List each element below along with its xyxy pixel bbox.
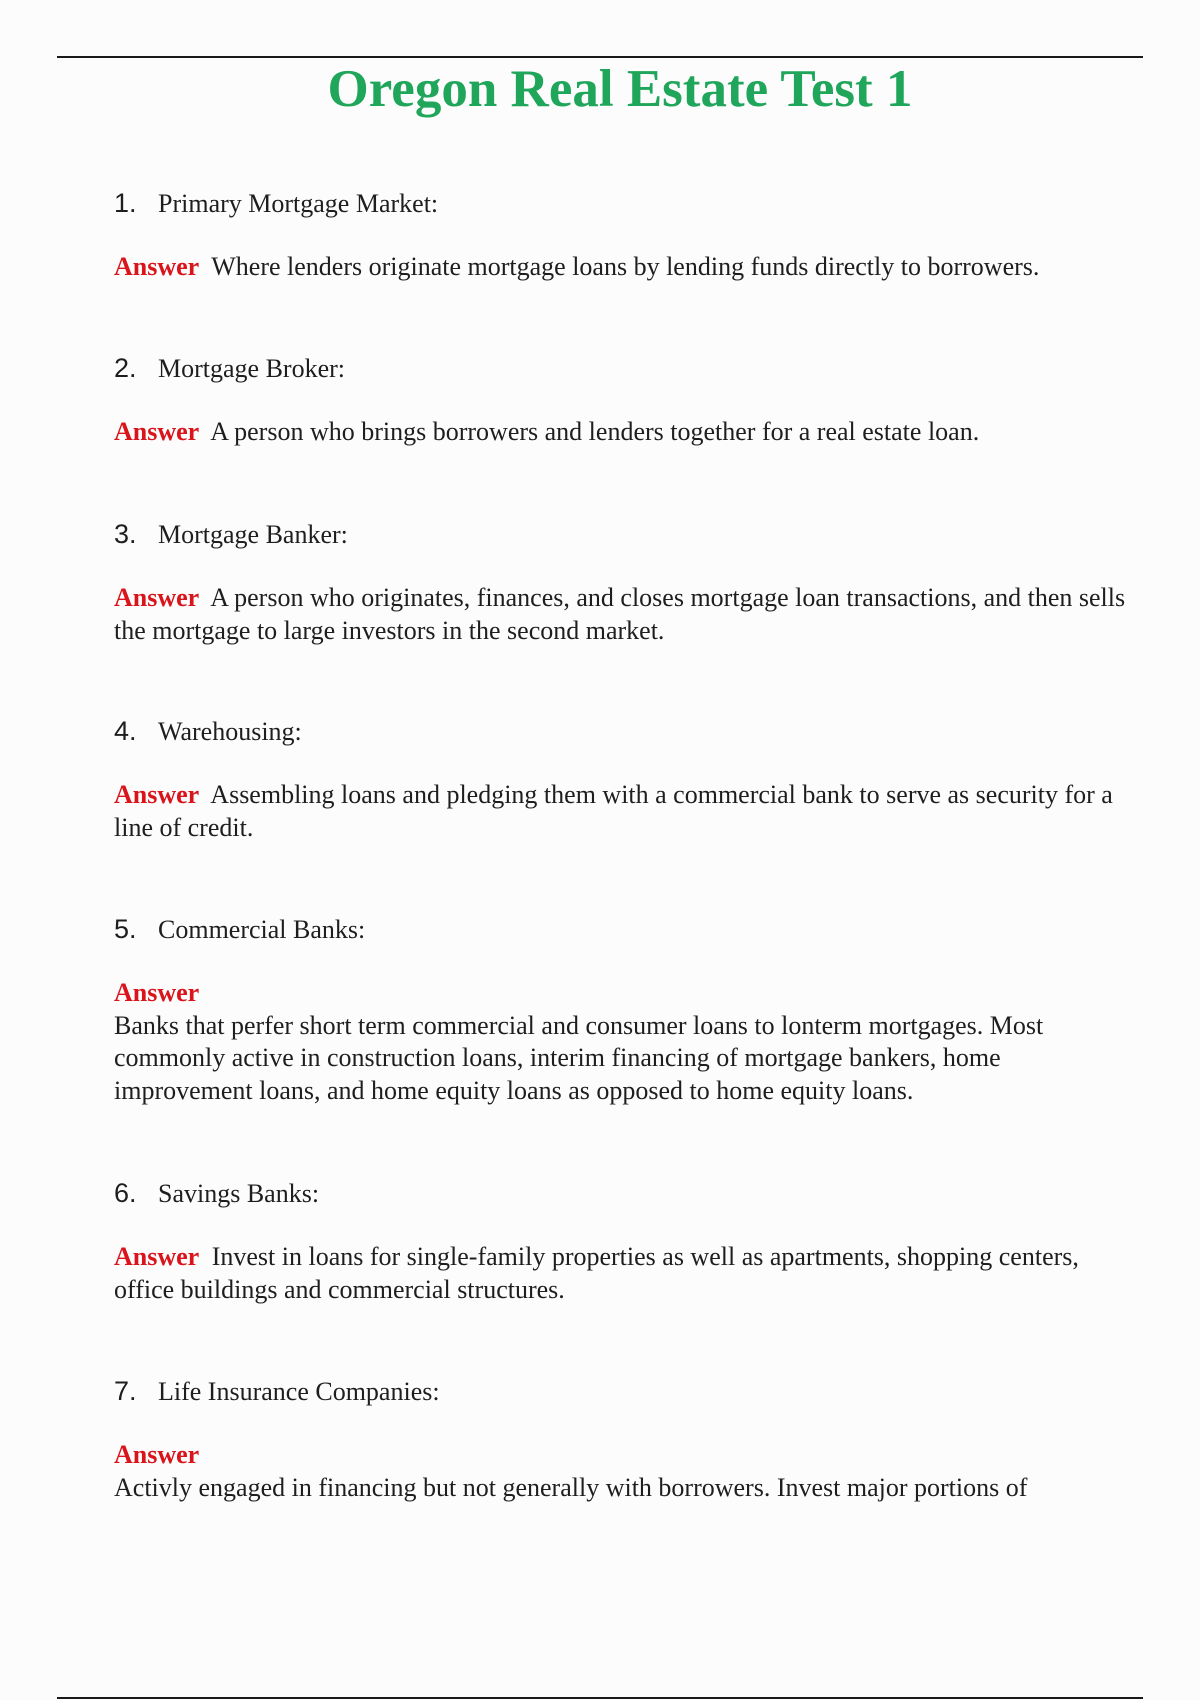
answer-label: Answer	[114, 417, 200, 446]
question-text: Savings Banks:	[158, 1179, 320, 1208]
question	[114, 517, 1134, 551]
question-item-6	[114, 1176, 1134, 1306]
answer	[114, 251, 1134, 284]
question	[114, 1176, 1134, 1210]
page-title: Oregon Real Estate Test 1	[327, 60, 913, 118]
bottom-rule	[57, 1697, 1143, 1699]
answer-label: Answer	[114, 1242, 200, 1271]
answer	[114, 1241, 1134, 1306]
question-item-7	[114, 1374, 1134, 1504]
answer	[114, 582, 1134, 647]
answer-text: Assembling loans and pledging them with a commercial bank to serve as security for a line of credit.	[114, 780, 1113, 842]
question-number: 3.	[114, 519, 137, 549]
answer-label: Answer	[114, 1440, 200, 1469]
question-item-1	[114, 186, 1134, 284]
question-number: 2.	[114, 353, 137, 383]
question-item-4	[114, 714, 1134, 844]
question	[114, 1374, 1134, 1408]
question-text: Mortgage Broker:	[158, 354, 346, 383]
question-item-3	[114, 517, 1134, 647]
question-number: 1.	[114, 188, 137, 218]
question-text: Warehousing:	[158, 717, 302, 746]
answer-text: A person who originates, finances, and closes mortgage loan transactions, and then sells the mortgage to large investors in the second market.	[114, 583, 1126, 645]
question-text: Life Insurance Companies:	[158, 1377, 440, 1406]
question-number: 6.	[114, 1178, 137, 1208]
answer-text: Activly engaged in financing but not generally with borrowers. Invest major portions of	[114, 1472, 1028, 1502]
question-text: Commercial Banks:	[158, 915, 366, 944]
question-number: 4.	[114, 716, 137, 746]
answer	[114, 1439, 1134, 1504]
answer-text: Where lenders originate mortgage loans by lending funds directly to borrowers.	[211, 252, 1040, 281]
answer	[114, 416, 1134, 449]
question	[114, 714, 1134, 748]
answer	[114, 977, 1134, 1107]
answer	[114, 779, 1134, 844]
question	[114, 912, 1134, 946]
question-item-5	[114, 912, 1134, 1107]
question-text: Primary Mortgage Market:	[158, 189, 439, 218]
answer-label: Answer	[114, 583, 200, 612]
answer-text: Invest in loans for single-family properties as well as apartments, shopping centers, office buildings and commercial structures.	[114, 1242, 1079, 1304]
question	[114, 351, 1134, 385]
answer-text: A person who brings borrowers and lenders together for a real estate loan.	[210, 417, 980, 446]
answer-label: Answer	[114, 978, 200, 1007]
answer-text: Banks that perfer short term commercial and consumer loans to lonterm mortgages. Most commonly active in construction loans, interim financing of mortgage bankers, home improvement loans, and home equity loans as opposed to home equity loans.	[114, 1010, 1044, 1105]
question-text: Mortgage Banker:	[158, 520, 348, 549]
answer-label: Answer	[114, 252, 200, 281]
question-number: 7.	[114, 1376, 137, 1406]
question-number: 5.	[114, 914, 137, 944]
question	[114, 186, 1134, 220]
answer-label: Answer	[114, 780, 200, 809]
question-item-2	[114, 351, 1134, 449]
